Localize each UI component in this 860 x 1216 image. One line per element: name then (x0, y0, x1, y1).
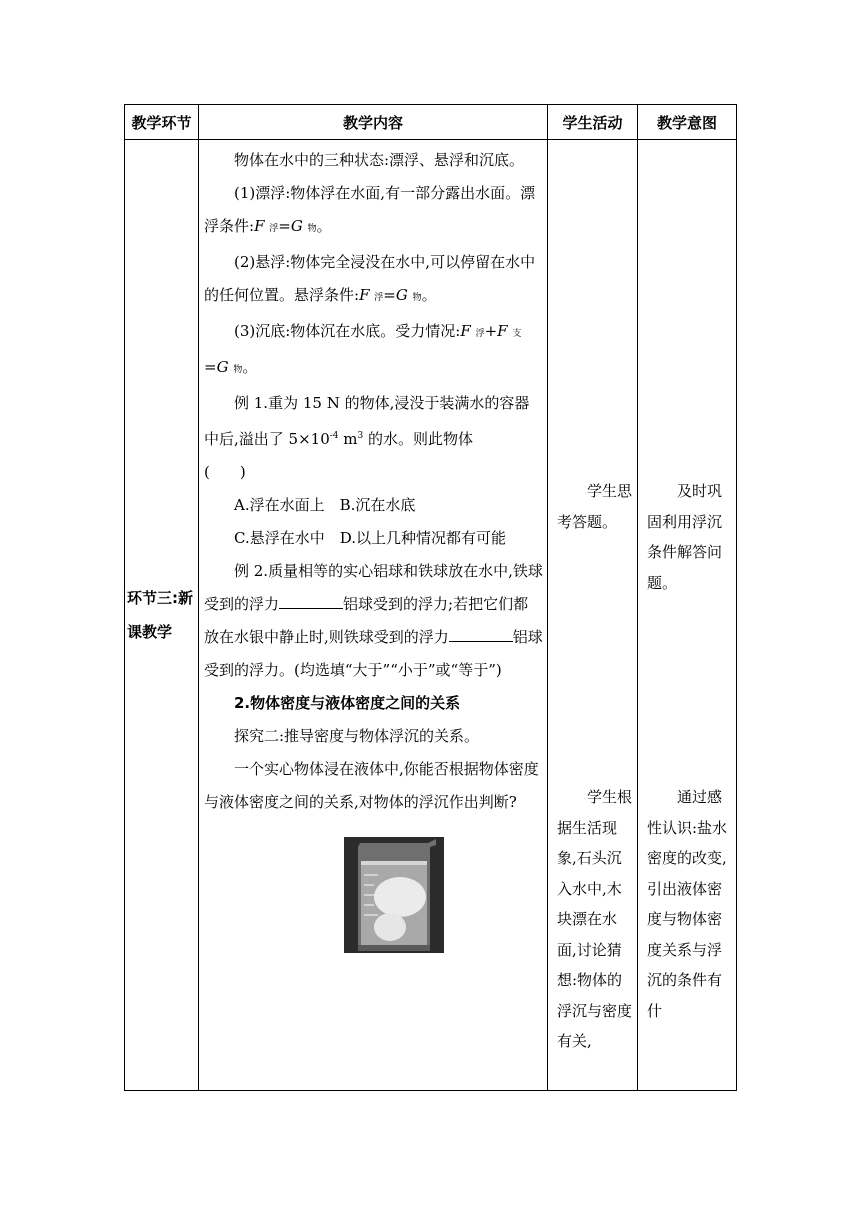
activity-2: 学生根据生活现象,石头沉入水中,木块漂在水面,讨论猜想:物体的浮沉与密度有关, (557, 788, 633, 1050)
intent-1: 及时巩固利用浮沉条件解答问题。 (647, 482, 723, 592)
explore-2: 探究二:推导密度与物体浮沉的关系。 (234, 727, 480, 745)
sink-text: (3)沉底:物体沉在水底。受力情况:F 浮+F 支=G 物。 (204, 322, 522, 376)
stage-cell: 环节三:新课教学 (125, 140, 199, 1091)
section-2-heading: 2.物体密度与液体密度之间的关系 (234, 694, 461, 712)
answer-blank-1 (279, 594, 343, 609)
suspend-text: (2)悬浮:物体完全浸没在水中,可以停留在水中的任何位置。悬浮条件:F 浮=G 物。 (204, 253, 536, 304)
example-1: 例 1.重为 15 N 的物体,浸没于装满水的容器中后,溢出了 $5\times 10^{-4}$ $m^3$ 的水。则此物体 (204, 394, 530, 448)
content-cell (199, 140, 548, 1091)
header-stage: 教学环节 (125, 105, 199, 140)
float-text: (1)漂浮:物体浮在水面,有一部分露出水面。漂浮条件:F 浮=G 物。 (204, 184, 536, 235)
example-2: 例 2.质量相等的实心铝球和铁球放在水中,铁球受到的浮力 铝球受到的浮力;若把它们都放在水银中静止时,则铁球受到的浮力 铝球受到的浮力。(均选填“大于”“小于”或“等于”) (204, 562, 543, 679)
question-text: 一个实心物体浸在液体中,你能否根据物体密度与液体密度之间的关系,对物体的浮沉作出判断? (204, 760, 539, 811)
option-cd: C.悬浮在水中 D.以上几种情况都有可能 (234, 529, 506, 547)
intent-2: 通过感性认识:盐水密度的改变,引出液体密度与物体密度关系与浮沉的条件有什 (647, 788, 728, 1020)
header-content: 教学内容 (199, 105, 548, 140)
body-row (125, 140, 737, 1091)
activity-cell (548, 140, 638, 1091)
intent-cell (638, 140, 737, 1091)
beaker-photo (344, 837, 444, 953)
intro-text: 物体在水中的三种状态:漂浮、悬浮和沉底。 (234, 151, 525, 169)
header-activity: 学生活动 (548, 105, 638, 140)
header-row (125, 105, 737, 140)
option-ab: A.浮在水面上 B.沉在水底 (234, 496, 416, 514)
answer-blank-2 (449, 627, 513, 642)
example-1-paren: ( ) (204, 463, 246, 481)
header-intent: 教学意图 (638, 105, 737, 140)
activity-1: 学生思考答题。 (557, 482, 633, 531)
lesson-table (124, 104, 737, 1091)
